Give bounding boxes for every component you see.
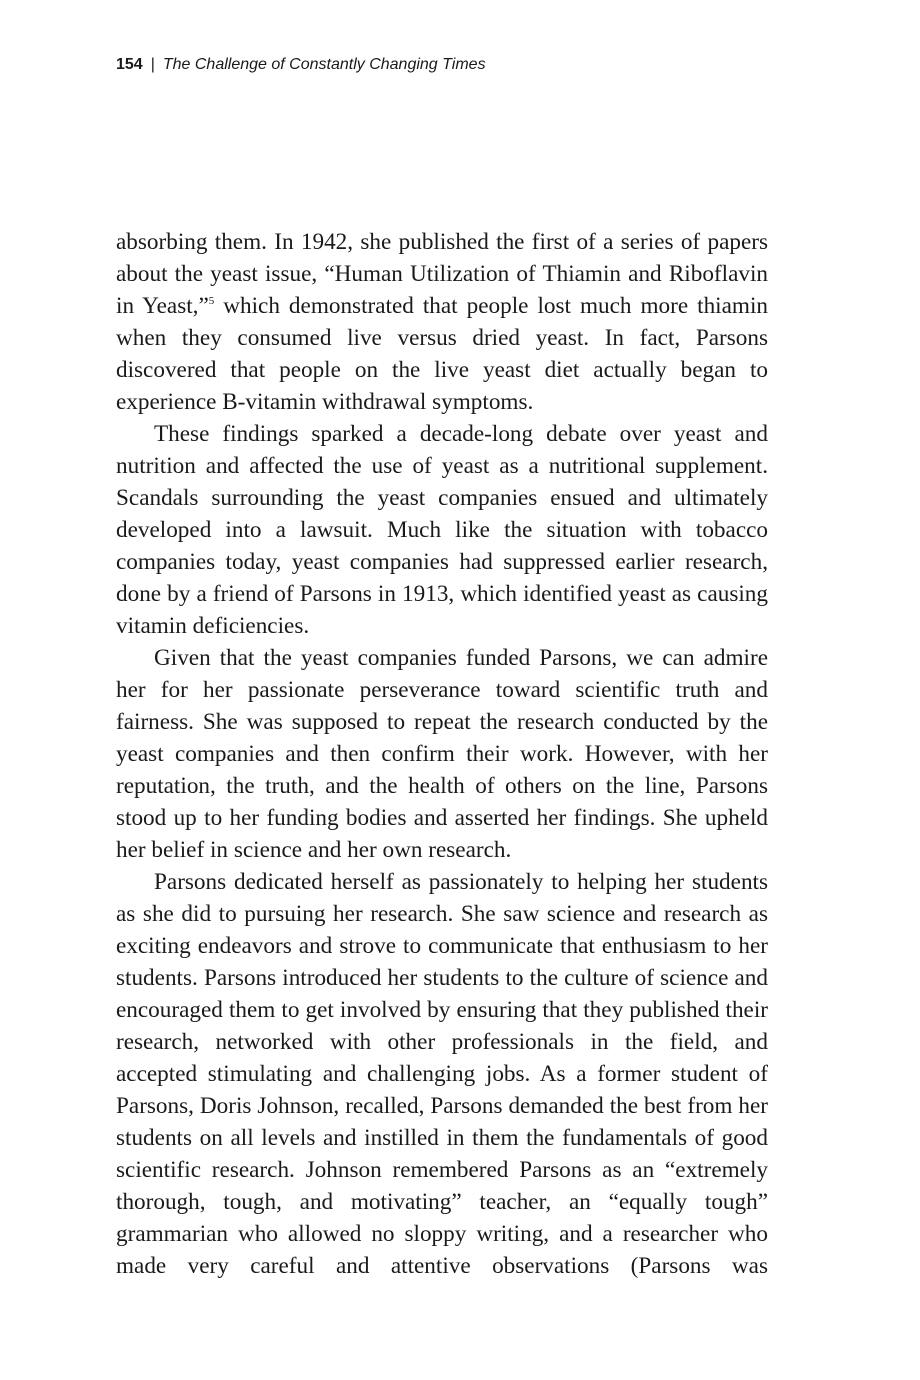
- paragraph-4: Parsons dedicated herself as passionately to helping her students as she did to pursuing her research. She saw science and research as exciting endeavors and strove to communicate that enthusiasm to her students. Parsons introduced her students to the culture of science and encouraged them to get involved by ensuring that they published their research, networked with other professionals in the field, and accepted stimulating and challenging jobs. As a former student of Parsons, Doris Johnson, recalled, Parsons demanded the best from her students on all levels and instilled in them the fundamentals of good scientific research. Johnson remembered Parsons as an “extremely thorough, tough, and motivating” teacher, an “equally tough” grammarian who allowed no sloppy writing, and a researcher who made very careful and attentive observations (Parsons was: [116, 869, 768, 1279]
- header-separator: |: [150, 56, 155, 73]
- paragraph-1-text-end: which demonstrated that people lost much more thiamin when they consumed live versus dried yeast. In fact, Parsons discovered that people on the live yeast diet actually began to experience B-vitamin withdrawal symptoms.: [116, 293, 768, 415]
- page-number: 154: [116, 56, 143, 73]
- running-head: [116, 54, 486, 76]
- paragraph-3: Given that the yeast companies funded Parsons, we can admire her for her passionate perseverance toward scientific truth and fairness. She was supposed to repeat the research conducted by the yeast companies and then confirm their work. However, with her reputation, the truth, and the health of others on the line, Parsons stood up to her funding bodies and asserted her findings. She upheld her belief in science and her own research.: [116, 645, 768, 863]
- paragraph-2: These findings sparked a decade-long debate over yeast and nutrition and affected the use of yeast as a nutritional supplement. Scandals surrounding the yeast companies ensued and ultimately developed into a lawsuit. Much like the situation with tobacco companies today, yeast companies had suppressed earlier research, done by a friend of Parsons in 1913, which identified yeast as causing vitamin deficiencies.: [116, 421, 768, 639]
- book-title: The Challenge of Constantly Changing Times: [162, 56, 486, 73]
- body-text: [116, 226, 768, 1282]
- paragraph-1-text-start: absorbing them. In 1942, she published the first of a series of papers about the yeast issue, “Human Utilization of Thiamin and Riboflavin in Yeast,”: [116, 229, 768, 319]
- paragraph-1: [116, 226, 768, 418]
- footnote-reference: 5: [208, 295, 215, 307]
